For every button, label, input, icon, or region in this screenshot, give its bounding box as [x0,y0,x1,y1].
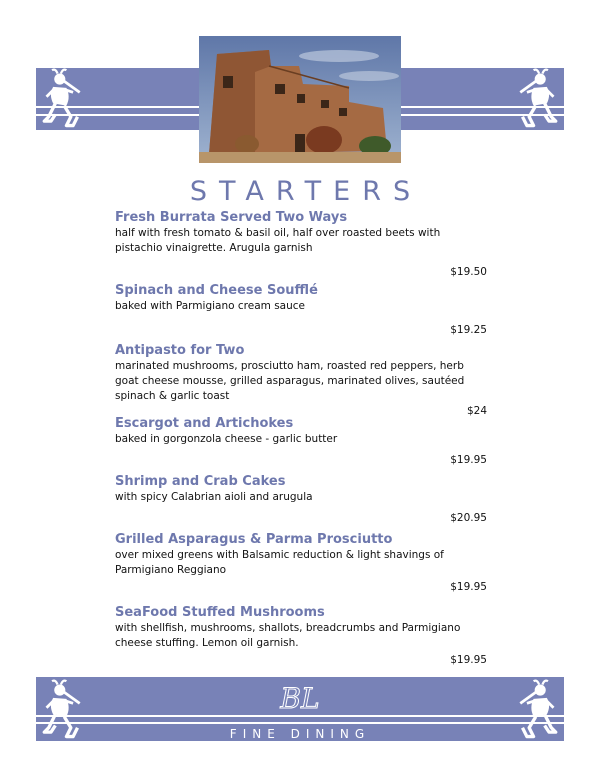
item-description: over mixed greens with Balsamic reduction & light shavings of Parmigiano Reggiano [115,549,444,576]
menu-item [115,209,490,280]
item-price: $19.95 [450,581,487,593]
item-description: baked in gorgonzola cheese - garlic butter [115,433,338,445]
item-price: $20.95 [450,512,487,524]
menu-item [115,342,490,419]
banner-stripe [36,722,564,724]
bl-logo [260,681,340,715]
item-name: Antipasto for Two [115,343,245,358]
item-price: $19.95 [450,454,487,466]
section-title: STARTERS [189,176,423,207]
item-price: $24 [466,405,487,417]
item-name: Fresh Burrata Served Two Ways [115,210,348,225]
item-name: Grilled Asparagus & Parma Prosciutto [115,532,393,547]
kokopelli-icon [40,68,84,130]
svg-text:BL: BL [280,682,320,715]
item-price: $19.95 [450,654,487,666]
fine-dining-subtitle: FINE DINING [229,727,371,741]
kokopelli-icon [516,68,560,130]
item-description: baked with Parmigiano cream sauce [115,300,305,312]
item-description: half with fresh tomato & basil oil, half over roasted beets with pistachio vinaigrette. Arugula garnish [115,227,441,254]
adobe-building-photo [199,36,401,163]
item-description: with shellfish, mushrooms, shallots, breadcrumbs and Parmigiano cheese stuffing. Lemon oil garnish. [115,622,461,649]
item-description: marinated mushrooms, prosciutto ham, roasted red peppers, herb goat cheese mousse, grilled asparagus, marinated olives, sautéed spinach & garlic toast [115,360,465,402]
menu-item [115,282,490,338]
item-description: with spicy Calabrian aioli and arugula [115,491,313,503]
menu-item [115,531,490,595]
item-price: $19.25 [450,324,487,336]
banner-stripe [36,715,564,717]
menu-item [115,415,490,468]
item-price: $19.50 [450,266,487,278]
item-name: Spinach and Cheese Soufflé [115,283,318,298]
menu-item [115,473,490,526]
item-name: Escargot and Artichokes [115,416,294,431]
item-name: Shrimp and Crab Cakes [115,474,286,489]
item-name: SeaFood Stuffed Mushrooms [115,605,325,620]
menu-item [115,604,490,668]
